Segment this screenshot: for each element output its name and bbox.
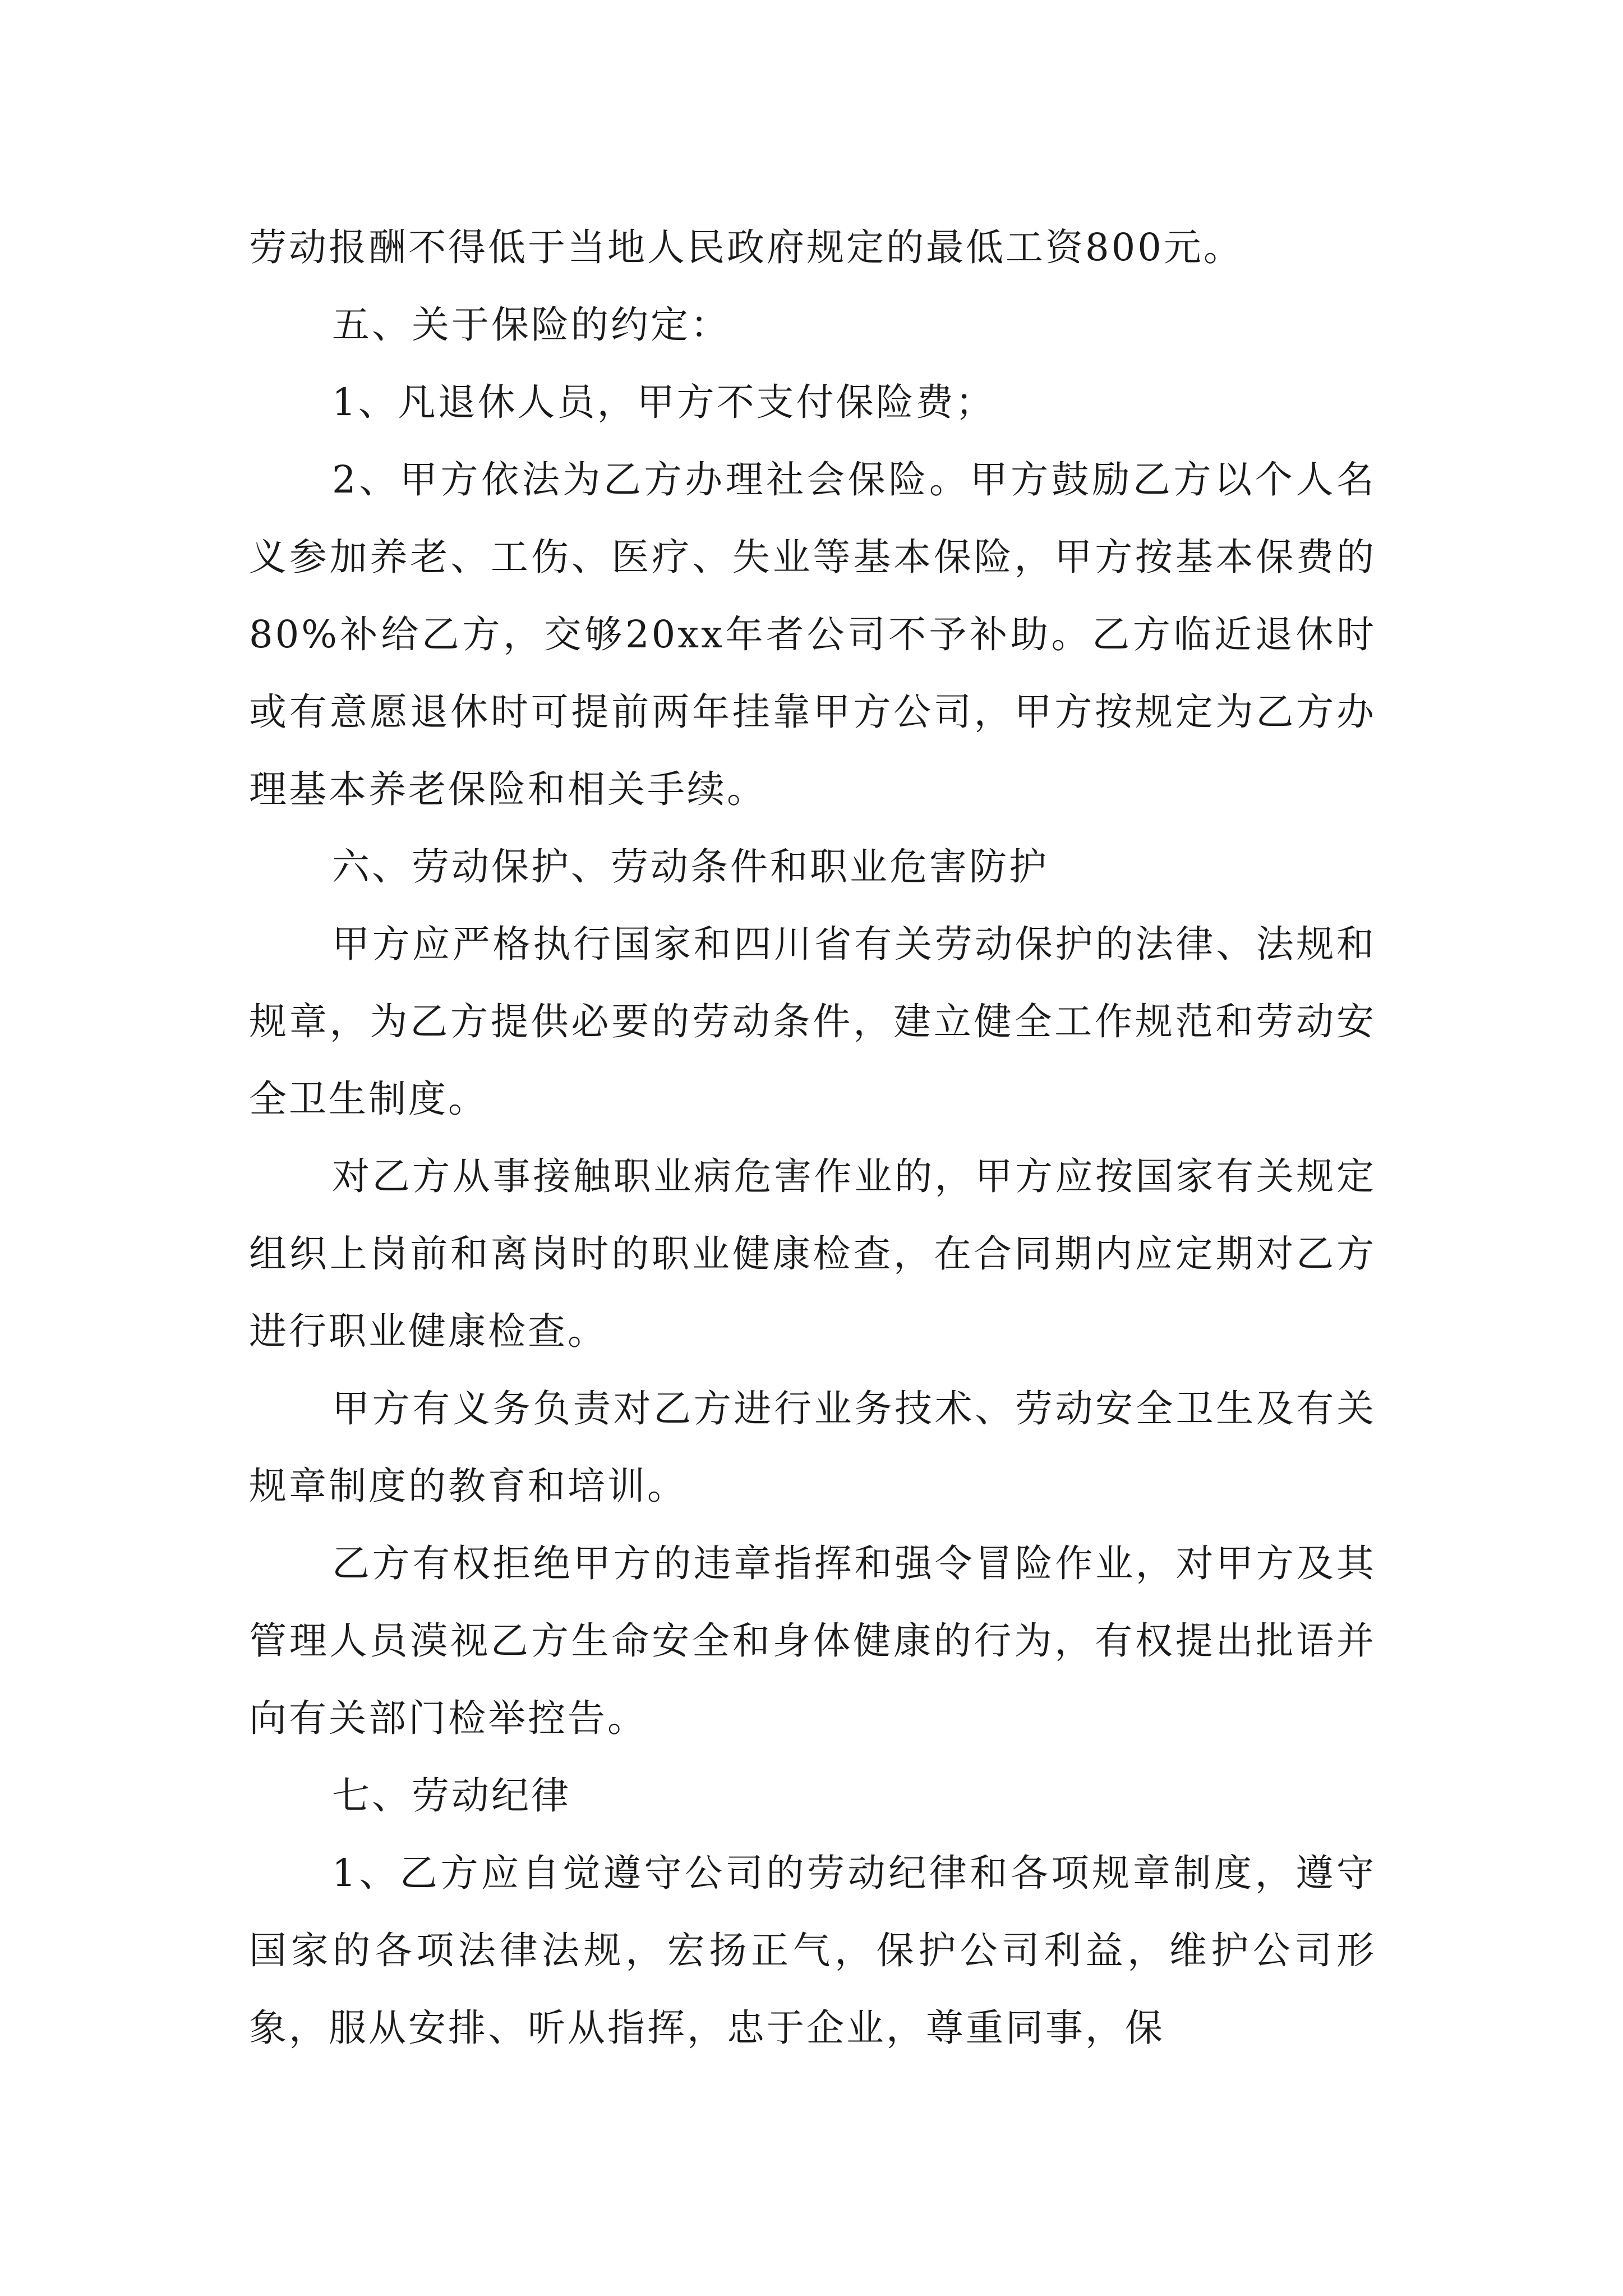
paragraph-labor-law: 甲方应严格执行国家和四川省有关劳动保护的法律、法规和规章，为乙方提供必要的劳动条件，建立健全工作规范和劳动安全卫生制度。 [249,922,1376,1121]
paragraph-minimum-wage: 劳动报酬不得低于当地人民政府规定的最低工资800元。 [249,226,1243,269]
paragraph-discipline-rules: 1、乙方应自觉遵守公司的劳动纪律和各项规章制度，遵守国家的各项法律法规，宏扬正气，保护公司利益，维护公司形象，服从安排、听从指挥，忠于企业，尊重同事，保 [249,1851,1376,2050]
paragraph-right-to-refuse: 乙方有权拒绝甲方的违章指挥和强令冒险作业，对甲方及其管理人员漠视乙方生命安全和身体健康的行为，有权提出批语并向有关部门检举控告。 [249,1542,1376,1740]
paragraph-social-insurance: 2、甲方依法为乙方办理社会保险。甲方鼓励乙方以个人名义参加养老、工伤、医疗、失业等基本保险，甲方按基本保费的80%补给乙方，交够20xx年者公司不予补助。乙方临近退休时或有意愿退休时可提前两年挂靠甲方公司，甲方按规定为乙方办理基本养老保险和相关手续。 [249,458,1376,811]
paragraph-retired-staff: 1、凡退休人员，甲方不支付保险费； [332,380,995,424]
document-body [249,209,1376,2067]
heading-insurance: 五、关于保险的约定： [332,303,730,347]
paragraph-training: 甲方有义务负责对乙方进行业务技术、劳动安全卫生及有关规章制度的教育和培训。 [249,1387,1376,1508]
heading-labor-discipline: 七、劳动纪律 [332,1774,571,1818]
heading-labor-protection: 六、劳动保护、劳动条件和职业危害防护 [332,845,1049,889]
paragraph-health-check: 对乙方从事接触职业病危害作业的，甲方应按国家有关规定组织上岗前和离岗时的职业健康检查，在合同期内应定期对乙方进行职业健康检查。 [249,1154,1376,1353]
